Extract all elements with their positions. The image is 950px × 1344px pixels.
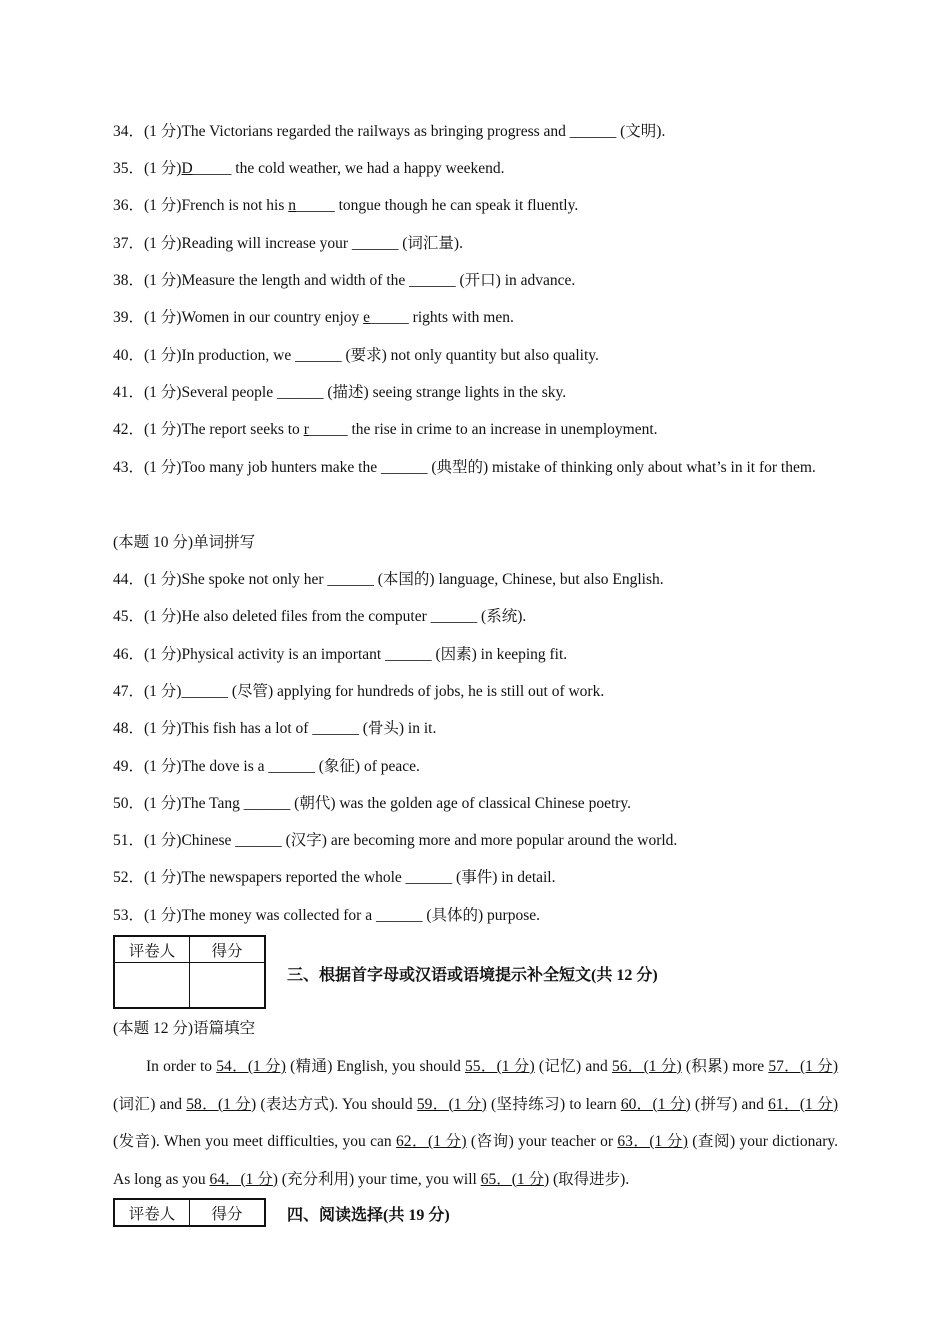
passage-text: (查阅) your dictionary. As long as you: [113, 1133, 839, 1188]
question-item: [113, 159, 838, 179]
passage-text: (咨询) your teacher or: [466, 1133, 618, 1150]
question-text-rest: _____ tongue though he can speak it fluently.: [295, 197, 579, 214]
question-item: 44．(1 分)She spoke not only her ______ (本国的) language, Chinese, but also English.: [113, 571, 664, 588]
question-item: 53．(1 分)The money was collected for a ______ (具体的) purpose.: [113, 906, 540, 924]
question-item: [113, 346, 838, 366]
section-3-title: 三、根据首字母或汉语或语境提示补全短文(共 12 分): [287, 967, 658, 984]
question-item: [113, 196, 838, 216]
blank-slot: 60．(1 分): [620, 1095, 691, 1113]
blank-slot: 59．(1 分): [416, 1095, 487, 1113]
cloze-passage: [113, 1048, 838, 1198]
passage-text: (表达方式). You should: [256, 1095, 417, 1113]
question-text: 40．(1 分)In production, we ______ (要求) not only quantity but also quality.: [113, 347, 599, 364]
question-text: 38．(1 分)Measure the length and width of the ______ (开口) in advance.: [113, 272, 576, 289]
blank-slot: 56．(1 分): [611, 1058, 682, 1075]
score-cell: [190, 963, 266, 1009]
passage-text: (记忆) and: [534, 1058, 612, 1075]
score-label: 得分: [190, 936, 266, 963]
blank-slot: 57．(1 分): [768, 1058, 839, 1075]
question-text: 35．(1 分): [113, 160, 182, 177]
blank-slot: 58．(1 分): [186, 1095, 257, 1113]
question-text-rest: _____ the cold weather, we had a happy weekend.: [192, 160, 505, 177]
passage-text: (积累) more: [681, 1058, 769, 1075]
part-c-heading: (本题 12 分)语篇填空: [113, 1020, 256, 1037]
section-4-title: 四、阅读选择(共 19 分): [287, 1207, 450, 1224]
blank-slot: 62．(1 分): [396, 1133, 467, 1150]
initial-letter-hint: D: [181, 160, 193, 177]
blank-slot: 65．(1 分): [480, 1170, 550, 1188]
question-item: [113, 449, 838, 487]
blank-slot: 54．(1 分): [216, 1058, 286, 1075]
question-item: 50．(1 分)The Tang ______ (朝代) was the golden age of classical Chinese poetry.: [113, 794, 632, 812]
passage-text: (拼写) and: [690, 1095, 769, 1113]
part-b-heading: (本题 10 分)单词拼写: [113, 534, 256, 551]
question-item: [113, 420, 838, 440]
passage-text: (发音). When you meet difficulties, you can: [113, 1133, 397, 1150]
question-item: 47．(1 分)______ (尽管) applying for hundreds of jobs, he is still out of work.: [113, 682, 605, 700]
passage-text: (精通) English, you should: [285, 1058, 466, 1075]
question-item: [113, 383, 838, 403]
initial-letter-hint: n: [288, 197, 296, 214]
initial-letter-hint: r: [303, 421, 309, 438]
question-text-rest: _____ rights with men.: [370, 309, 514, 326]
question-item: 46．(1 分)Physical activity is an important ______ (因素) in keeping fit.: [113, 645, 568, 663]
question-text: 43．(1 分)Too many job hunters make the ______ (典型的) mistake of thinking only about what’s in it for them.: [113, 459, 816, 476]
question-text: 37．(1 分)Reading will increase your ______ (词汇量).: [113, 235, 463, 252]
question-text-rest: _____ the rise in crime to an increase in unemployment.: [308, 421, 658, 438]
blank-slot: 64．(1 分): [209, 1170, 278, 1188]
question-text: 39．(1 分)Women in our country enjoy: [113, 309, 364, 326]
passage-text: (词汇) and: [113, 1095, 187, 1113]
question-text: 36．(1 分)French is not his: [113, 197, 289, 214]
question-text: 42．(1 分)The report seeks to: [113, 421, 304, 438]
score-table: [113, 935, 266, 1009]
question-item: 45．(1 分)He also deleted files from the computer ______ (系统).: [113, 608, 527, 626]
question-item: 48．(1 分)This fish has a lot of ______ (骨头) in it.: [113, 720, 437, 738]
question-item: [113, 234, 838, 254]
passage-text: In order to: [146, 1058, 217, 1075]
question-item: 52．(1 分)The newspapers reported the whole ______ (事件) in detail.: [113, 869, 556, 887]
blank-slot: 61．(1 分): [768, 1095, 839, 1113]
question-item: 51．(1 分)Chinese ______ (汉字) are becoming more and more popular around the world.: [113, 832, 678, 850]
question-item: [113, 122, 838, 142]
reviewer-cell: [114, 963, 190, 1009]
question-item: [113, 308, 838, 328]
passage-text: (坚持练习) to learn: [486, 1095, 621, 1113]
score-table-2: [113, 1198, 266, 1227]
reviewer-label: 评卷人: [114, 936, 190, 963]
score-label: 得分: [190, 1199, 266, 1226]
passage-text: (取得进步).: [549, 1170, 630, 1188]
question-item: 49．(1 分)The dove is a ______ (象征) of peace.: [113, 757, 420, 775]
question-text: 41．(1 分)Several people ______ (描述) seeing strange lights in the sky.: [113, 384, 567, 401]
question-text: 34．(1 分)The Victorians regarded the railways as bringing progress and ______ (文明).: [113, 123, 666, 140]
passage-text: (充分利用) your time, you will: [277, 1170, 481, 1188]
reviewer-label: 评卷人: [114, 1199, 190, 1226]
blank-slot: 55．(1 分): [465, 1058, 535, 1075]
initial-letter-hint: e: [363, 309, 371, 326]
question-item: [113, 271, 838, 291]
blank-slot: 63．(1 分): [617, 1133, 688, 1150]
